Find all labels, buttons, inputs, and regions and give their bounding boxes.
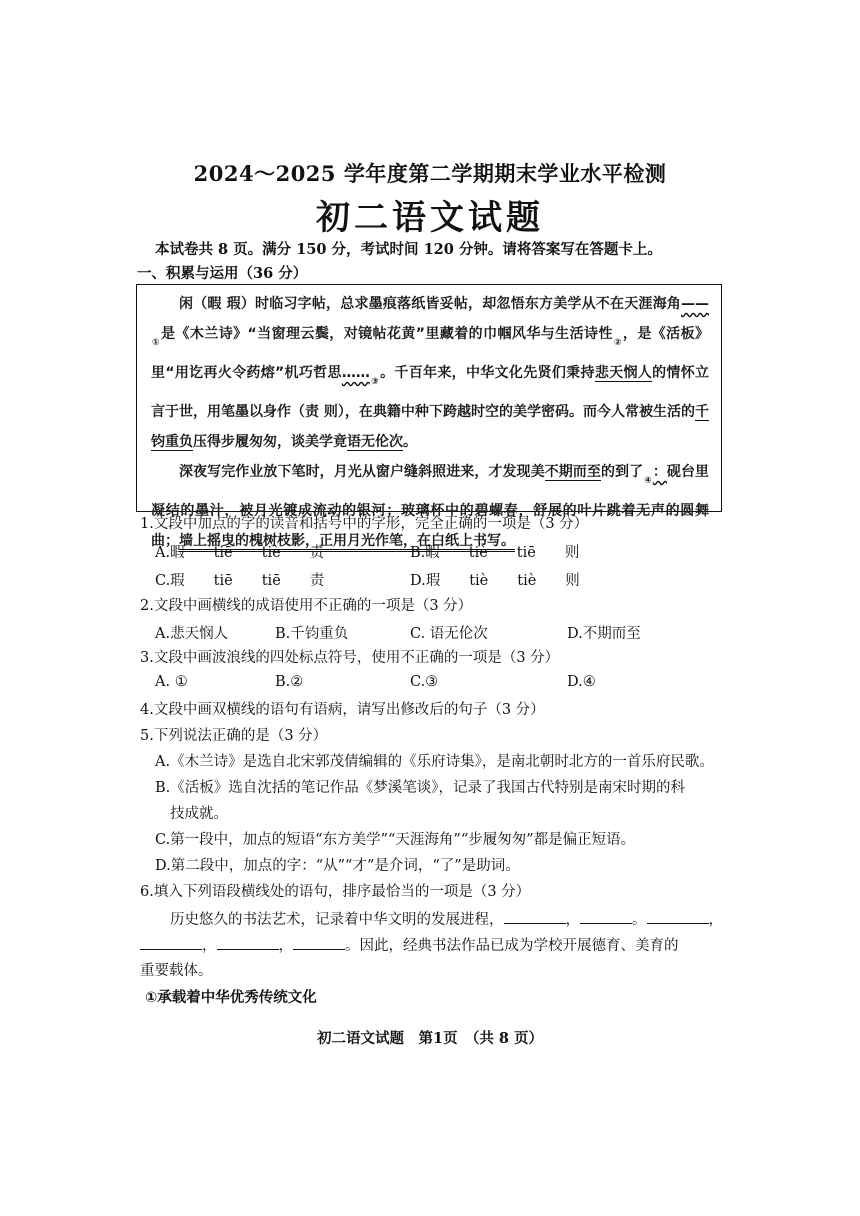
passage-text: 。千百年来，中华文化先贤们秉持 [380, 365, 595, 381]
exam-subtitle: 初二语文试题 [316, 198, 544, 238]
q6-punct: ， [278, 938, 293, 954]
option-a: A.悲天悯人 [155, 626, 229, 642]
question-3-stem: 3.文段中画波浪线的四处标点符号，使用不正确的一项是（3 分） [140, 650, 560, 666]
blank-5[interactable] [217, 935, 279, 950]
question-5-option-b: B.《活板》选自沈括的笔记作品《梦溪笔谈》，记录了我国古代特别是南宋时期的科 [155, 780, 686, 796]
passage-text: 闲（暇 瑕）时临习字帖，总求墨痕落纸皆妥帖，却忽悟东方美学从不在天涯海角 [179, 296, 681, 312]
passage-text: 压得步履匆匆，谈美学竟 [193, 434, 347, 450]
option-a: A. ① [155, 674, 188, 690]
question-6-item-1: ①承载着中华优秀传统文化 [145, 990, 317, 1006]
q6-punct: ， [565, 912, 580, 928]
blank-3[interactable] [647, 909, 709, 924]
question-5-option-b-cont: 技成就。 [170, 806, 228, 822]
question-1-stem: 1.文段中加点的字的读音和括号中的字形，完全正确的一项是（3 分） [140, 516, 589, 532]
question-6-line-3: 重要载体。 [140, 963, 213, 979]
q6-punct: 。 [632, 912, 647, 928]
idiom-underlined: 悲天悯人 [594, 365, 653, 381]
section-heading: 一、积累与运用（36 分） [137, 265, 308, 282]
q6-text: 历史悠久的书法艺术，记录着中华文明的发展进程， [170, 912, 504, 928]
question-2-stem: 2.文段中画横线的成语使用不正确的一项是（3 分） [140, 598, 473, 614]
passage-text: 是《木兰诗》“当窗理云鬓，对镜帖花黄”里藏着的巾帼风华与生活诗性 [161, 326, 613, 342]
blank-2[interactable] [580, 909, 632, 924]
exam-title: 2024～2025 学年度第二学期期末学业水平检测 [193, 161, 667, 186]
exam-instructions: 本试卷共 8 页。满分 150 分，考试时间 120 分钟。请将答案写在答题卡上。 [155, 241, 662, 258]
question-5-option-c: C.第一段中，加点的短语“东方美学”“天涯海角”“步履匆匆”都是偏正短语。 [155, 832, 636, 848]
option-c: C.瑕 tiē tiē 责 [155, 573, 325, 589]
page-footer: 初二语文试题 第1页 （共 8 页） [316, 1030, 544, 1047]
q6-text: 。因此，经典书法作品已成为学校开展德育、美育的 [345, 938, 679, 954]
option-d: D.④ [567, 674, 596, 690]
option-d: D.瑕 tiè tiè 则 [410, 573, 580, 589]
passage-paragraph-1 [151, 289, 709, 457]
marker-4: ④ [644, 476, 652, 486]
blank-1[interactable] [504, 909, 566, 924]
option-b: B.② [275, 674, 304, 690]
passage-text: 。 [403, 434, 417, 450]
question-6-stem: 6.填入下列语段横线处的语句，排序最恰当的一项是（3 分） [140, 884, 531, 900]
idiom-underlined: 语无伦次 [347, 434, 403, 450]
marker-1: ① [152, 338, 161, 348]
q6-punct: ， [708, 912, 723, 928]
marker-2: ② [613, 338, 622, 348]
option-c: C.③ [410, 674, 439, 690]
marker-3: ③ [370, 377, 380, 387]
passage-text: 砚台里凝结的墨汁，被月光镀成流动的银河；玻璃杯中的碧螺春，舒展的叶片跳着无声的圆舞曲； [151, 464, 710, 549]
option-d: D.不期而至 [567, 626, 641, 642]
blank-6[interactable] [293, 935, 345, 950]
q6-punct: ， [202, 938, 217, 954]
question-6-line-1 [170, 909, 730, 930]
passage-text: ，是《活板》里“用讫再火令药熔”机巧哲思 [151, 326, 710, 381]
question-5-stem: 5.下列说法正确的是（3 分） [140, 728, 328, 744]
question-5-option-a: A.《木兰诗》是选自北宋郭茂倩编辑的《乐府诗集》，是南北朝时北方的一首乐府民歌。 [155, 754, 714, 770]
colon-punctuation: ： [652, 464, 667, 480]
ellipsis-punctuation: …… [341, 365, 370, 381]
idiom-underlined: 千钧重负 [151, 404, 709, 450]
passage-text: 深夜写完作业放下笔时，月光从窗户缝斜照进来，才发现美 [179, 464, 545, 480]
question-5-option-d: D.第二段中，加点的字：“从”“才”是介词，“了”是助词。 [155, 858, 520, 874]
double-underlined-sentence: 墙上摇曳的槐树枝影，正用月光作笔，在白纸上书写。 [179, 533, 515, 552]
option-c: C. 语无伦次 [410, 626, 488, 642]
option-b: B.千钧重负 [275, 626, 349, 642]
blank-4[interactable] [140, 935, 202, 950]
idiom-underlined: 不期而至 [544, 464, 601, 480]
option-a: A.暇 tiē tiè 责 [155, 545, 325, 561]
option-b: B.暇 tiè tiē 则 [410, 545, 580, 561]
question-6-line-2 [140, 935, 740, 956]
question-4-stem: 4.文段中画双横线的语句有语病，请写出修改后的句子（3 分） [140, 702, 545, 718]
dash-punctuation: —— [681, 296, 709, 312]
passage-text: 的到了 [600, 464, 644, 480]
passage-text: 的情怀立言于世，用笔墨以身作（责 则），在典籍中种下跨越时空的美学密码。而今人常被生活的 [151, 365, 710, 420]
